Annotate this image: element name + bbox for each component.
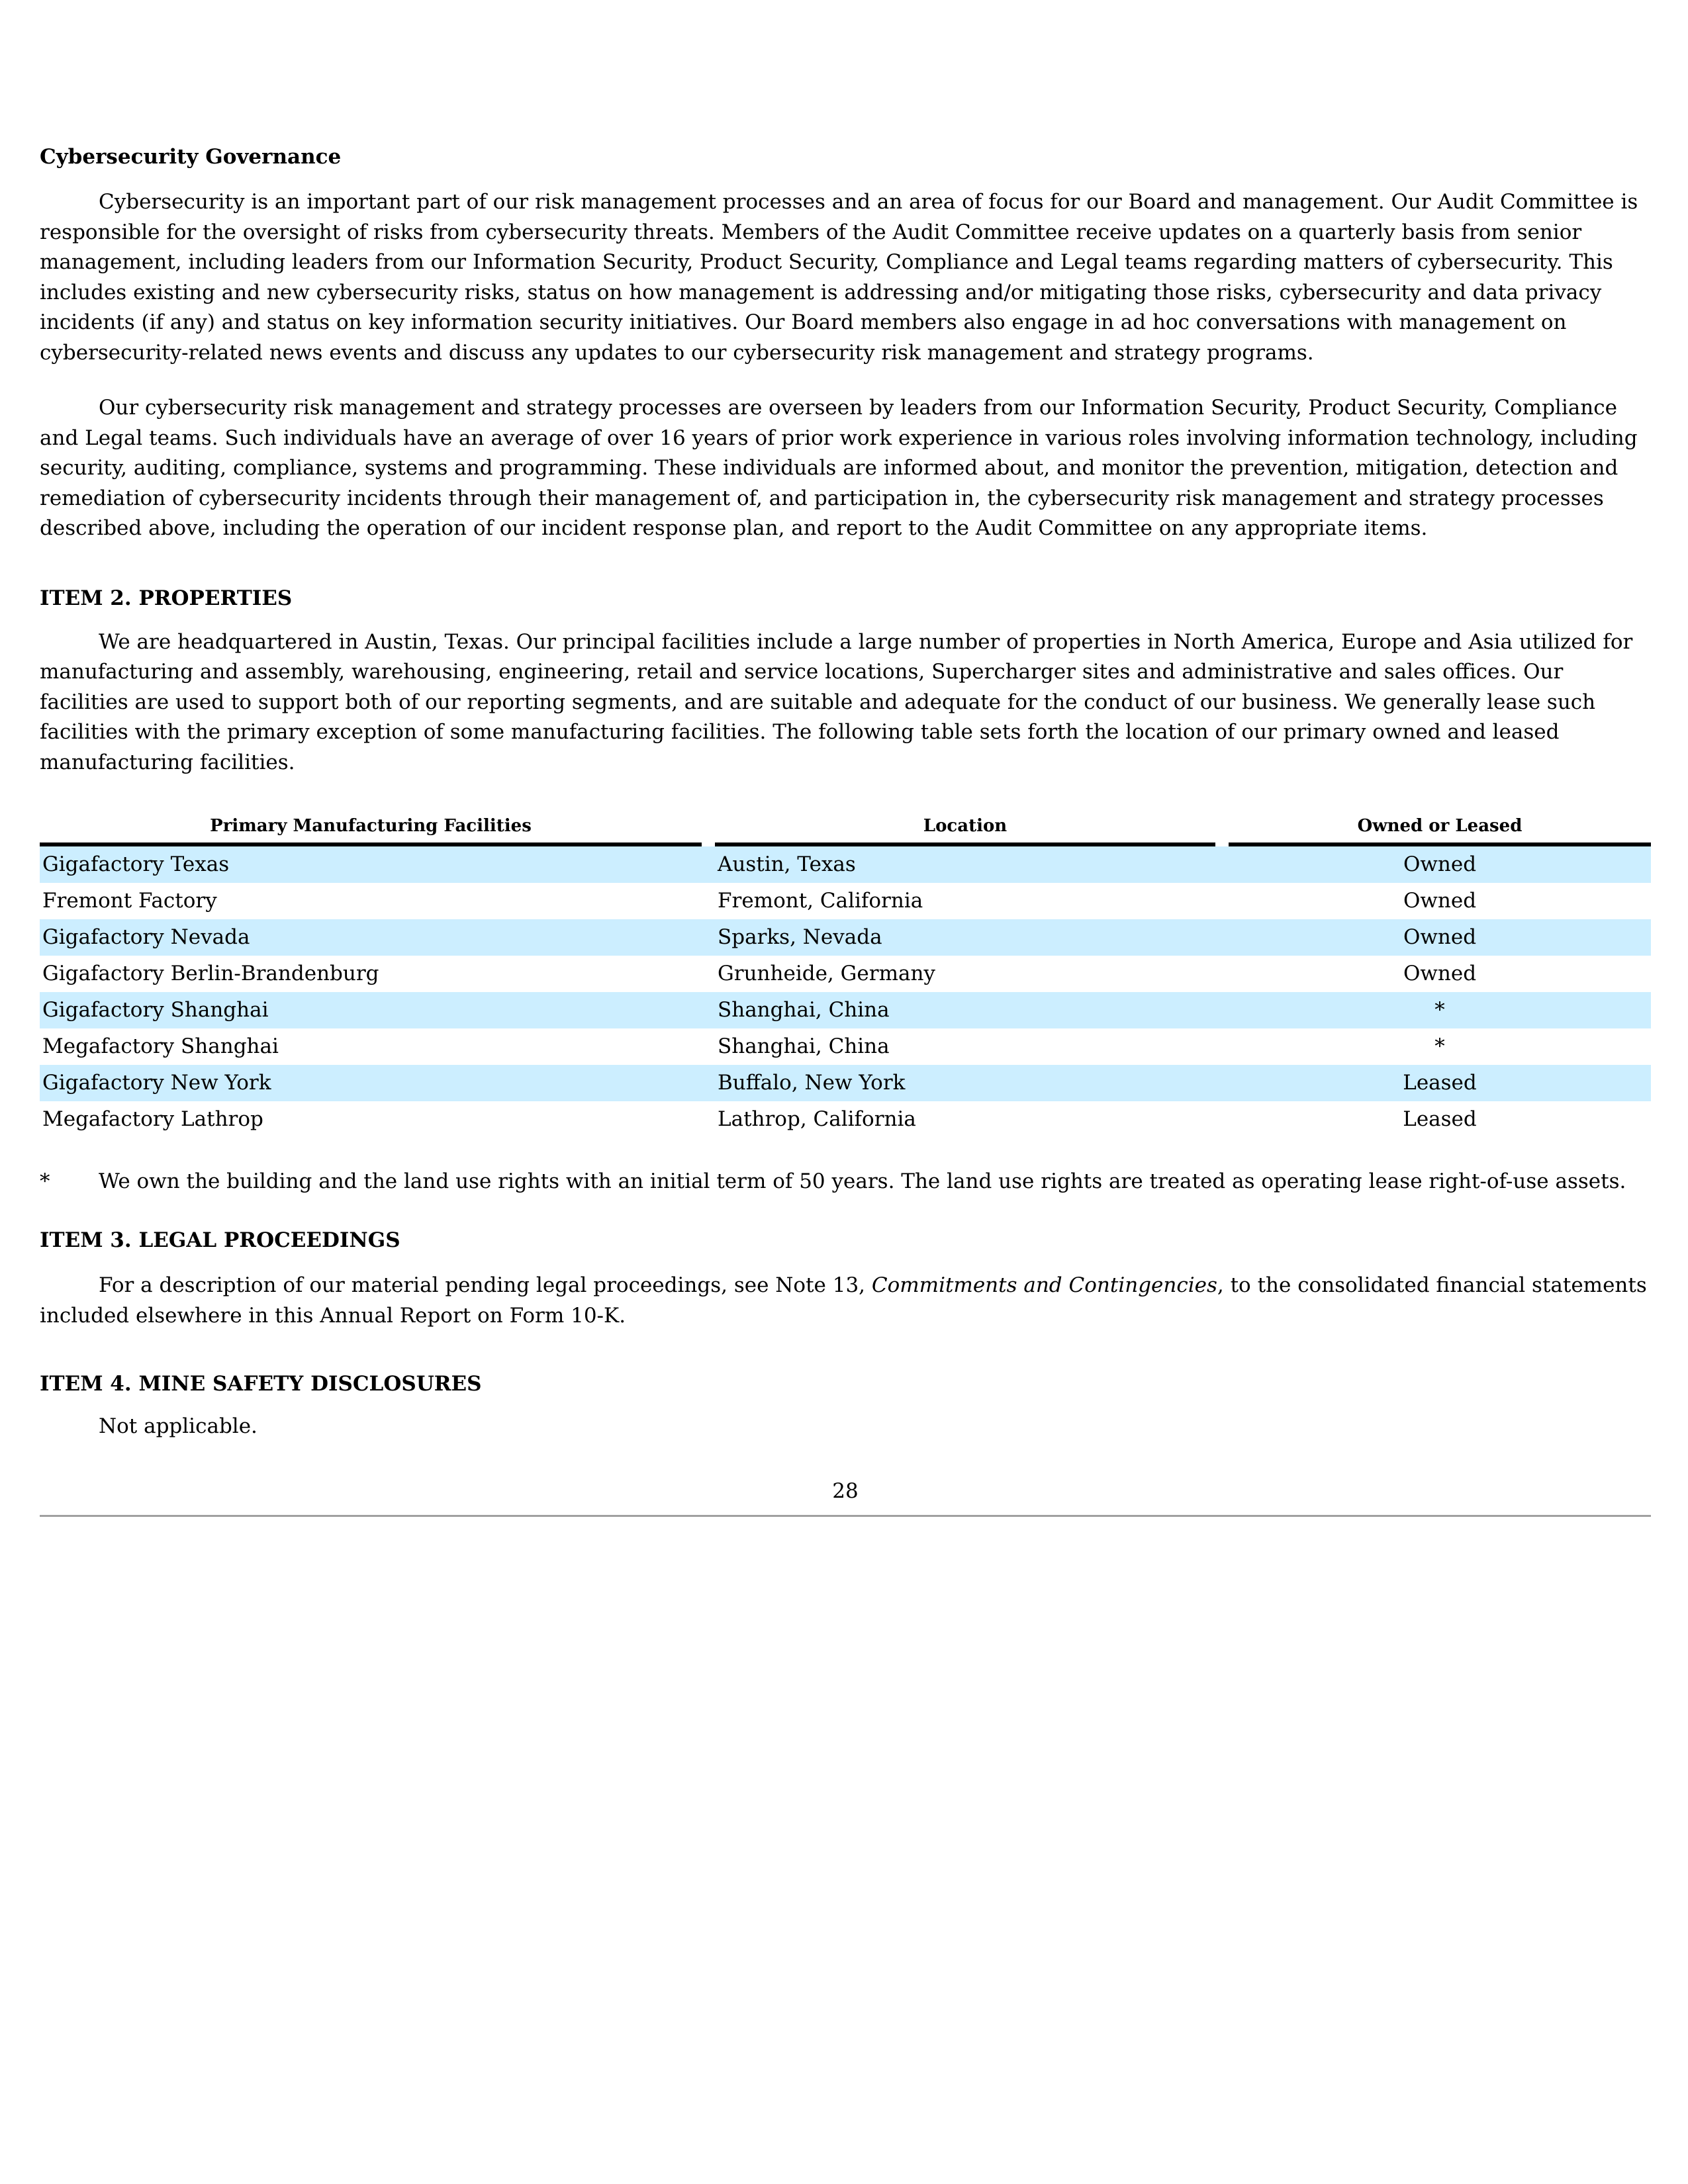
table-row xyxy=(40,1028,1651,1065)
cell-gap xyxy=(702,883,715,919)
page-number: 28 xyxy=(832,1479,859,1503)
table-header-row xyxy=(40,815,1651,846)
cell-gap xyxy=(1215,919,1229,956)
legal-text-before: For a description of our material pending legal proceedings, see Note 13, xyxy=(99,1273,872,1297)
table-row xyxy=(40,919,1651,956)
cell-location: Shanghai, China xyxy=(715,992,1215,1028)
table-row xyxy=(40,1065,1651,1101)
cell-gap xyxy=(1215,1065,1229,1101)
cell-status: Owned xyxy=(1403,962,1477,985)
facilities-table xyxy=(40,815,1651,1138)
cell-facility: Megafactory Lathrop xyxy=(42,1107,263,1131)
cell-status: Owned xyxy=(1229,846,1651,883)
table-row xyxy=(40,846,1651,883)
cell-location: Austin, Texas xyxy=(715,846,1215,883)
cell-gap xyxy=(1215,992,1229,1028)
cell-gap xyxy=(702,956,715,992)
legal-note-title: Commitments and Contingencies xyxy=(871,1273,1217,1297)
legal-text-after: , to the consolidated financial statements included elsewhere in this Annual Report on Form 10-K. xyxy=(40,1273,1647,1328)
cell-gap xyxy=(1215,956,1229,992)
cell-gap xyxy=(702,1101,715,1138)
cell-facility: Gigafactory Nevada xyxy=(40,919,702,956)
cell-status: * xyxy=(1229,992,1651,1028)
cell-status: Owned xyxy=(1403,889,1477,913)
column-header-status: Owned or Leased xyxy=(1229,815,1651,846)
table-row xyxy=(40,883,1651,919)
cell-gap xyxy=(702,992,715,1028)
footnote-text: We own the building and the land use rights with an initial term of 50 years. The land use rights are treated as operating lease right-of-use assets. xyxy=(99,1169,1626,1193)
cell-location: Sparks, Nevada xyxy=(715,919,1215,956)
cell-facility: Gigafactory Texas xyxy=(40,846,702,883)
cell-gap xyxy=(702,1028,715,1065)
section-heading-mine-safety: ITEM 4. MINE SAFETY DISCLOSURES xyxy=(40,1372,482,1396)
cell-location: Shanghai, China xyxy=(718,1034,890,1058)
paragraph-legal-proceedings xyxy=(40,1271,1651,1331)
paragraph-mine-safety: Not applicable. xyxy=(99,1414,258,1438)
cell-gap xyxy=(1215,883,1229,919)
section-heading-properties: ITEM 2. PROPERTIES xyxy=(40,586,293,610)
paragraph-properties: We are headquartered in Austin, Texas. Our principal facilities include a large number of properties in North America, Europe and Asia utilized for manufacturing and assembly, warehousing, engineering, retail and service locations, Supercharger sites and administrative and sales offices. Our facilities are used to support both of our reporting segments, and are suitable and adequate for the conduct of our business. We generally lease such facilities with the primary exception of some manufacturing facilities. The following table sets forth the location of our primary owned and leased manufacturing facilities. xyxy=(40,629,1633,774)
cell-location: Fremont, California xyxy=(718,889,923,913)
cell-status: * xyxy=(1434,1034,1445,1058)
table-row xyxy=(40,1101,1651,1138)
table-row xyxy=(40,956,1651,992)
cell-facility: Gigafactory Shanghai xyxy=(40,992,702,1028)
table-footnote xyxy=(40,1167,1651,1197)
section-heading-cybersecurity-governance: Cybersecurity Governance xyxy=(40,145,342,169)
column-header-facility: Primary Manufacturing Facilities xyxy=(40,815,702,846)
cell-status: Leased xyxy=(1229,1065,1651,1101)
cell-gap xyxy=(702,919,715,956)
cell-gap xyxy=(1215,846,1229,883)
cell-gap xyxy=(1215,1101,1229,1138)
cell-gap xyxy=(702,846,715,883)
paragraph-cybersecurity-processes: Our cybersecurity risk management and strategy processes are overseen by leaders from our Information Security, Product Security, Compliance and Legal teams. Such individuals have an average of over 16 years of prior work experience in various roles involving information technology, including security, auditing, compliance, systems and programming. These individuals are informed about, and monitor the prevention, mitigation, detection and remediation of cybersecurity incidents through their management of, and participation in, the cybersecurity risk management and strategy processes described above, including the operation of our incident response plan, and report to the Audit Committee on any appropriate items. xyxy=(40,396,1638,540)
cell-gap xyxy=(1215,1028,1229,1065)
page-divider xyxy=(40,1515,1651,1517)
table-row xyxy=(40,992,1651,1028)
cell-facility: Gigafactory Berlin-Brandenburg xyxy=(42,962,379,985)
paragraph-cybersecurity-oversight: Cybersecurity is an important part of our risk management processes and an area of focus for our Board and management. Our Audit Committee is responsible for the oversight of risks from cybersecurity threats. Members of the Audit Committee receive updates on a quarterly basis from senior management, including leaders from our Information Security, Product Security, Compliance and Legal teams regarding matters of cybersecurity. This includes existing and new cybersecurity risks, status on how management is addressing and/or mitigating those risks, cybersecurity and data privacy incidents (if any) and status on key information security initiatives. Our Board members also engage in ad hoc conversations with management on cybersecurity-related news events and discuss any updates to our cybersecurity risk management and strategy programs. xyxy=(40,190,1638,365)
cell-facility: Fremont Factory xyxy=(42,889,217,913)
cell-gap xyxy=(702,1065,715,1101)
cell-status: Leased xyxy=(1403,1107,1477,1131)
cell-facility: Gigafactory New York xyxy=(40,1065,702,1101)
column-header-location: Location xyxy=(715,815,1215,846)
cell-location: Buffalo, New York xyxy=(715,1065,1215,1101)
cell-status: Owned xyxy=(1229,919,1651,956)
section-heading-legal-proceedings: ITEM 3. LEGAL PROCEEDINGS xyxy=(40,1228,400,1252)
column-gap xyxy=(702,815,715,846)
cell-facility: Megafactory Shanghai xyxy=(42,1034,279,1058)
document-page xyxy=(40,0,1651,1517)
cell-location: Grunheide, Germany xyxy=(718,962,935,985)
footnote-mark: * xyxy=(40,1169,50,1193)
cell-location: Lathrop, California xyxy=(718,1107,916,1131)
column-gap xyxy=(1215,815,1229,846)
